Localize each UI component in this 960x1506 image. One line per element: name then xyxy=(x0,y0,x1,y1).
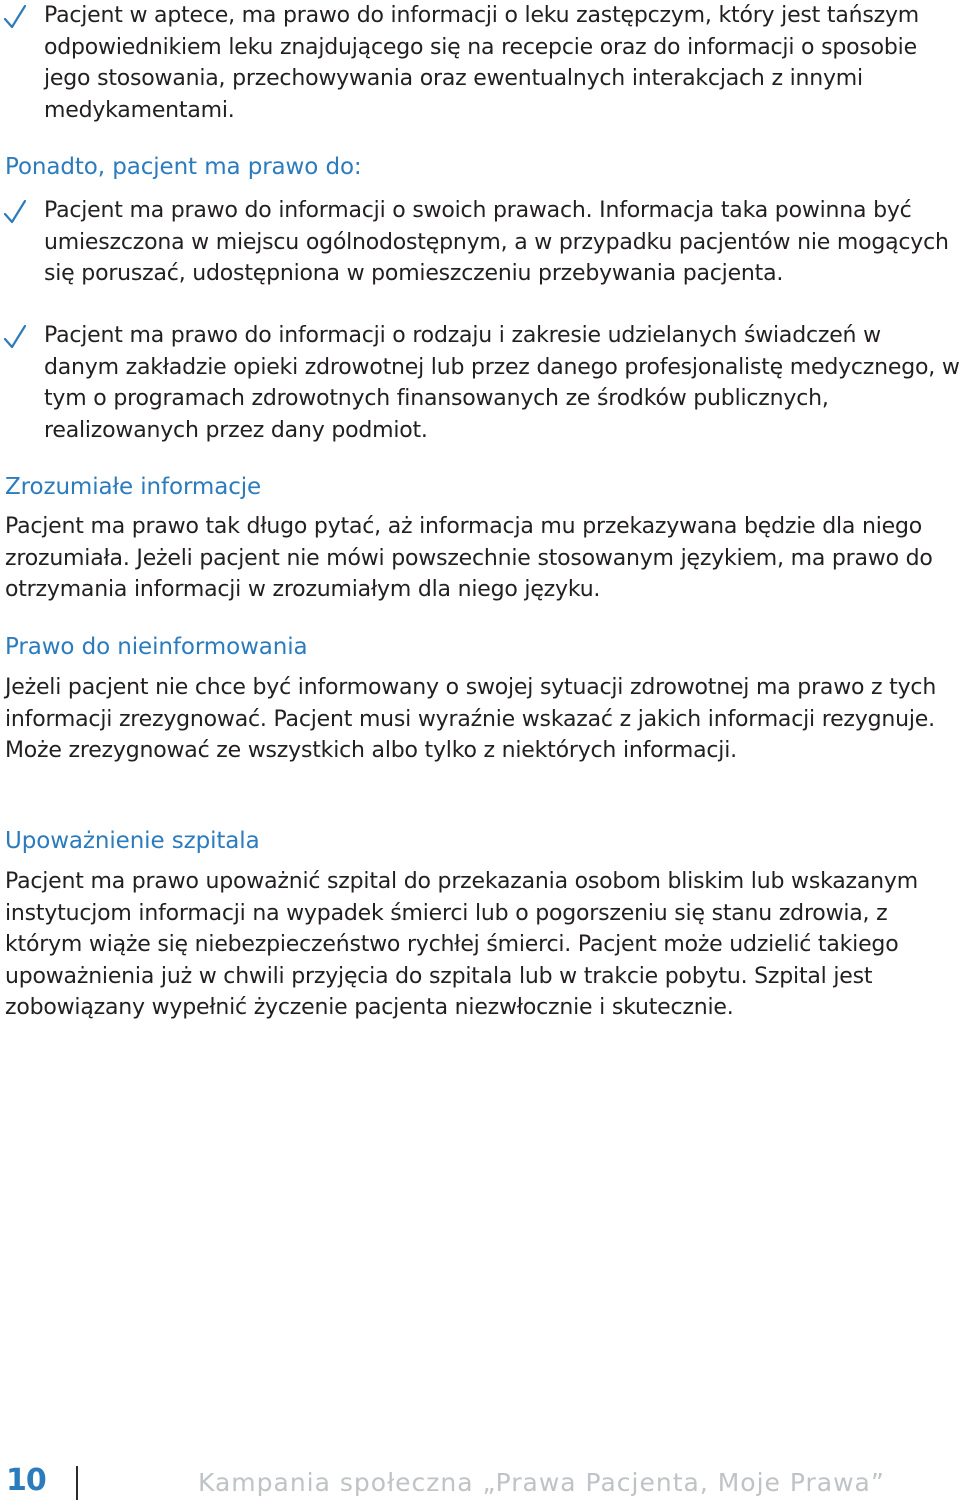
list-item-text: Pacjent ma prawo do informacji o swoich prawach. Informacja taka powinna być umieszczona w miejscu ogólnodostępnym, a w przypadku pacjentów nie mogących się poruszać, udostępniona w pomieszczeniu przebywania pacjenta. xyxy=(44,198,949,286)
list-item-text: Pacjent w aptece, ma prawo do informacji o leku zastępczym, który jest tańszym odpowiednikiem leku znajdującego się na recepcie oraz do informacji o sposobie jego stosowania, przechowywania oraz ewentualnych interakcjach z innymi medykamentami. xyxy=(44,3,920,123)
list-item-text: Pacjent ma prawo do informacji o rodzaju i zakresie udzielanych świadczeń w danym zakładzie opieki zdrowotnej lub przez danego profesjonalistę medycznego, w tym o programach zdrowotnych finansowanych ze środków publicznych, realizowanych przez dany podmiot. xyxy=(44,323,960,443)
footer-divider xyxy=(76,1466,78,1500)
page-footer xyxy=(0,1460,960,1506)
campaign-title: Kampania społeczna „Prawa Pacjenta, Moje Prawa” xyxy=(198,1468,885,1497)
section-body: Pacjent ma prawo tak długo pytać, aż informacja mu przekazywana będzie dla niego zrozumiała. Jeżeli pacjent nie mówi powszechnie stosowanym językiem, ma prawo do otrzymania informacji w zrozumiałym dla niego języku. xyxy=(5,514,933,602)
list-item xyxy=(0,320,960,446)
section-heading: Prawo do nieinformowania xyxy=(5,634,308,660)
page-number: 10 xyxy=(6,1463,46,1498)
check-icon xyxy=(3,324,27,350)
section-heading: Upoważnienie szpitala xyxy=(5,828,260,854)
list-item xyxy=(0,0,960,126)
section-heading: Zrozumiałe informacje xyxy=(5,474,262,500)
check-icon xyxy=(3,199,27,225)
section-heading: Ponadto, pacjent ma prawo do: xyxy=(5,154,362,180)
section-body: Jeżeli pacjent nie chce być informowany o swojej sytuacji zdrowotnej ma prawo z tych informacji zrezygnować. Pacjent musi wyraźnie wskazać z jakich informacji rezygnuje. Może zrezygnować ze wszystkich albo tylko z niektórych informacji. xyxy=(5,675,937,763)
section-body: Pacjent ma prawo upoważnić szpital do przekazania osobom bliskim lub wskazanym instytucjom informacji na wypadek śmierci lub o pogorszeniu się stanu zdrowia, z którym wiąże się niebezpieczeństwo rychłej śmierci. Pacjent może udzielić takiego upoważnienia już w chwili przyjęcia do szpitala lub w trakcie pobytu. Szpital jest zobowiązany wypełnić życzenie pacjenta niezwłocznie i skutecznie. xyxy=(5,869,918,1020)
list-item xyxy=(0,195,960,290)
check-icon xyxy=(3,4,27,30)
